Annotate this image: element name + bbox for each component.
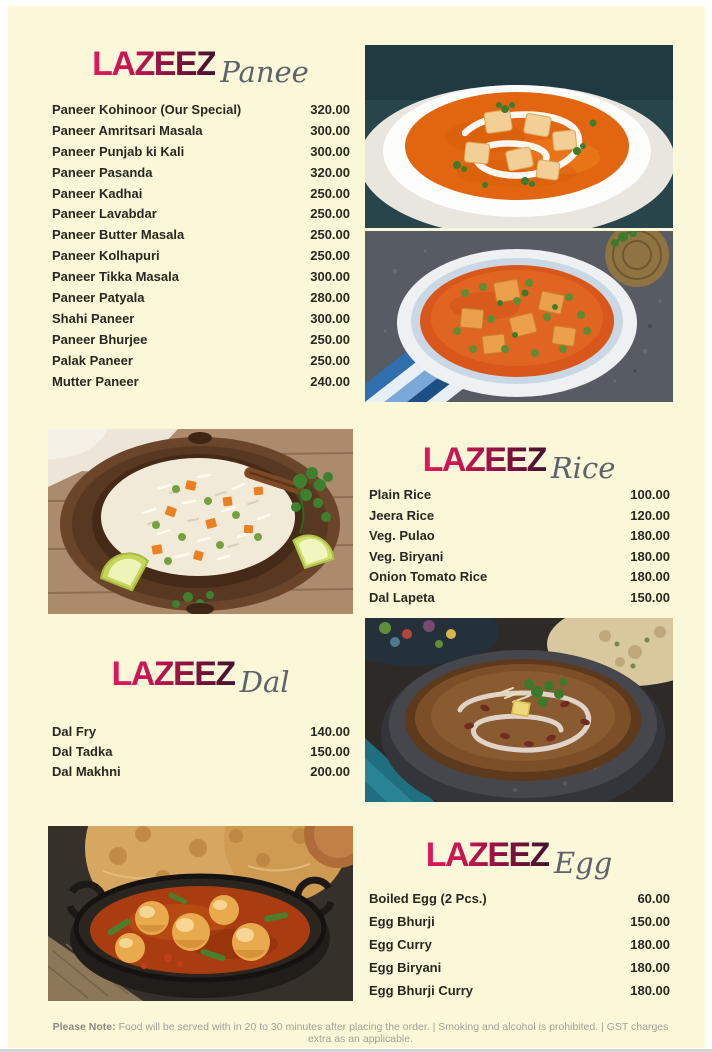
- brand-logo: LAZEEZ: [92, 45, 216, 83]
- menu-item: [52, 332, 350, 353]
- menu-item-price: 120.00: [630, 507, 670, 523]
- menu-item-price: 150.00: [630, 589, 670, 605]
- menu-item-name: Egg Curry: [369, 937, 432, 952]
- menu-item-price: 240.00: [310, 373, 350, 389]
- footer-note: [48, 1021, 673, 1045]
- menu-item-name: Dal Fry: [52, 724, 97, 739]
- menu-item: [369, 549, 670, 570]
- menu-item-name: Paneer Lavabdar: [52, 206, 157, 222]
- menu-item-name: Paneer Amritsari Masala: [52, 122, 203, 138]
- menu-item-name: Veg. Biryani: [369, 548, 444, 564]
- menu-item-price: 150.00: [630, 914, 670, 929]
- menu-item: [52, 764, 350, 784]
- menu-item-price: 180.00: [630, 569, 670, 585]
- menu-item-name: Egg Biryani: [369, 960, 442, 975]
- menu-item-price: 180.00: [630, 960, 670, 975]
- section-egg: [365, 826, 673, 1006]
- mutter-paneer-illustration: [365, 231, 673, 402]
- menu-item-name: Dal Makhni: [52, 764, 121, 779]
- menu-item-price: 250.00: [310, 331, 350, 347]
- row-paneer: [48, 45, 673, 402]
- menu-item-price: 180.00: [630, 937, 670, 952]
- menu-item-name: Egg Bhurji Curry: [369, 983, 474, 998]
- menu-item-name: Paneer Kohinoor (Our Special): [52, 102, 242, 117]
- menu-item-price: 140.00: [310, 724, 350, 739]
- menu-item: [52, 374, 350, 395]
- section-rice: [365, 429, 673, 611]
- section-script-label: Panee: [220, 55, 309, 89]
- section-dal-header: [48, 655, 353, 703]
- menu-item: [369, 960, 670, 983]
- egg-curry-illustration: [48, 826, 353, 1001]
- menu-item: [369, 590, 670, 611]
- row-rice: [48, 429, 673, 614]
- menu-item: [369, 937, 670, 960]
- menu-item-name: Paneer Kolhapuri: [52, 248, 160, 264]
- menu-item-price: 300.00: [310, 122, 350, 138]
- menu-item: [369, 528, 670, 549]
- menu-item: [52, 102, 350, 123]
- menu-item-price: 180.00: [630, 528, 670, 544]
- section-script-label: Dal: [239, 665, 290, 699]
- menu-item: [369, 983, 670, 1006]
- menu-item-name: Paneer Bhurjee: [52, 331, 148, 347]
- menu-item-name: Paneer Punjab ki Kali: [52, 143, 185, 159]
- note-text: Food will be served with in 20 to 30 minutes after placing the order. | Smoking and alcohol is prohibited. | GST charges extra as an applicable.: [118, 1021, 669, 1045]
- egg-curry-photo: [48, 826, 353, 1001]
- veg-pulao-illustration: [48, 429, 353, 614]
- dal-item-list: [48, 724, 353, 784]
- menu-item-price: 250.00: [310, 206, 350, 222]
- menu-item: [369, 569, 670, 590]
- menu-item-name: Onion Tomato Rice: [369, 569, 488, 585]
- menu-item: [369, 487, 670, 508]
- menu-item-price: 250.00: [310, 352, 350, 368]
- menu-item-name: Dal Lapeta: [369, 589, 435, 605]
- dal-makhani-photo: [365, 618, 673, 802]
- menu-item-price: 180.00: [630, 983, 670, 998]
- menu-item-name: Paneer Patyala: [52, 290, 145, 306]
- menu-item: [369, 914, 670, 937]
- menu-item-name: Paneer Tikka Masala: [52, 269, 179, 285]
- menu-item: [52, 353, 350, 374]
- row-dal: [48, 618, 673, 802]
- paneer-butter-masala-illustration: [365, 45, 673, 228]
- menu-item-name: Shahi Paneer: [52, 310, 135, 326]
- menu-item: [369, 508, 670, 529]
- menu-item: [52, 144, 350, 165]
- menu-item: [52, 227, 350, 248]
- menu-item-price: 300.00: [310, 143, 350, 159]
- menu-item-price: 300.00: [310, 310, 350, 326]
- row-egg: [48, 826, 673, 1001]
- section-paneer-header: [48, 45, 353, 93]
- menu-item-name: Paneer Butter Masala: [52, 227, 185, 243]
- menu-item-price: 250.00: [310, 248, 350, 264]
- menu-item-price: 180.00: [630, 548, 670, 564]
- menu-sheet: [8, 6, 705, 1048]
- section-rice-header: [365, 441, 673, 485]
- menu-item-name: Paneer Kadhai: [52, 185, 143, 201]
- menu-item: [52, 186, 350, 207]
- rice-item-list: [365, 487, 673, 611]
- menu-item: [52, 290, 350, 311]
- menu-item-price: 300.00: [310, 269, 350, 285]
- menu-item: [52, 269, 350, 290]
- menu-item-price: 320.00: [310, 164, 350, 180]
- paneer-photo-stack: [365, 45, 673, 402]
- menu-item-name: Plain Rice: [369, 487, 432, 502]
- menu-item-name: Boiled Egg (2 Pcs.): [369, 891, 487, 906]
- paneer-butter-masala-photo: [365, 45, 673, 228]
- section-egg-header: [365, 836, 673, 884]
- menu-item-price: 60.00: [637, 891, 670, 906]
- paneer-item-list: [48, 102, 353, 394]
- menu-item-price: 250.00: [310, 227, 350, 243]
- section-script-label: Egg: [553, 846, 613, 880]
- menu-item-name: Egg Bhurji: [369, 914, 435, 929]
- section-dal: [48, 618, 353, 784]
- brand-logo: LAZEEZ: [425, 836, 549, 874]
- menu-item-price: 200.00: [310, 764, 350, 779]
- menu-item: [52, 724, 350, 744]
- menu-item: [52, 206, 350, 227]
- menu-item-name: Palak Paneer: [52, 352, 133, 368]
- menu-item: [52, 123, 350, 144]
- menu-item-price: 320.00: [310, 102, 350, 117]
- menu-item: [369, 891, 670, 914]
- menu-item-price: 150.00: [310, 744, 350, 759]
- brand-logo: LAZEEZ: [422, 441, 546, 479]
- section-paneer: [48, 45, 353, 394]
- menu-item: [52, 165, 350, 186]
- menu-item: [52, 744, 350, 764]
- menu-item-name: Veg. Pulao: [369, 528, 435, 544]
- dal-makhani-illustration: [365, 618, 673, 802]
- brand-logo: LAZEEZ: [111, 655, 235, 693]
- menu-item-name: Mutter Paneer: [52, 373, 139, 389]
- section-script-label: Rice: [550, 451, 616, 485]
- menu-item: [52, 311, 350, 332]
- menu-item-name: Dal Tadka: [52, 744, 113, 759]
- veg-pulao-photo: [48, 429, 353, 614]
- note-label: Please Note:: [52, 1021, 116, 1033]
- mutter-paneer-photo: [365, 231, 673, 402]
- menu-item-name: Jeera Rice: [369, 507, 435, 523]
- menu-item-name: Paneer Pasanda: [52, 164, 153, 180]
- menu-item-price: 280.00: [310, 290, 350, 306]
- menu-item-price: 250.00: [310, 185, 350, 201]
- menu-item: [52, 248, 350, 269]
- menu-item-price: 100.00: [630, 487, 670, 502]
- egg-item-list: [365, 891, 673, 1006]
